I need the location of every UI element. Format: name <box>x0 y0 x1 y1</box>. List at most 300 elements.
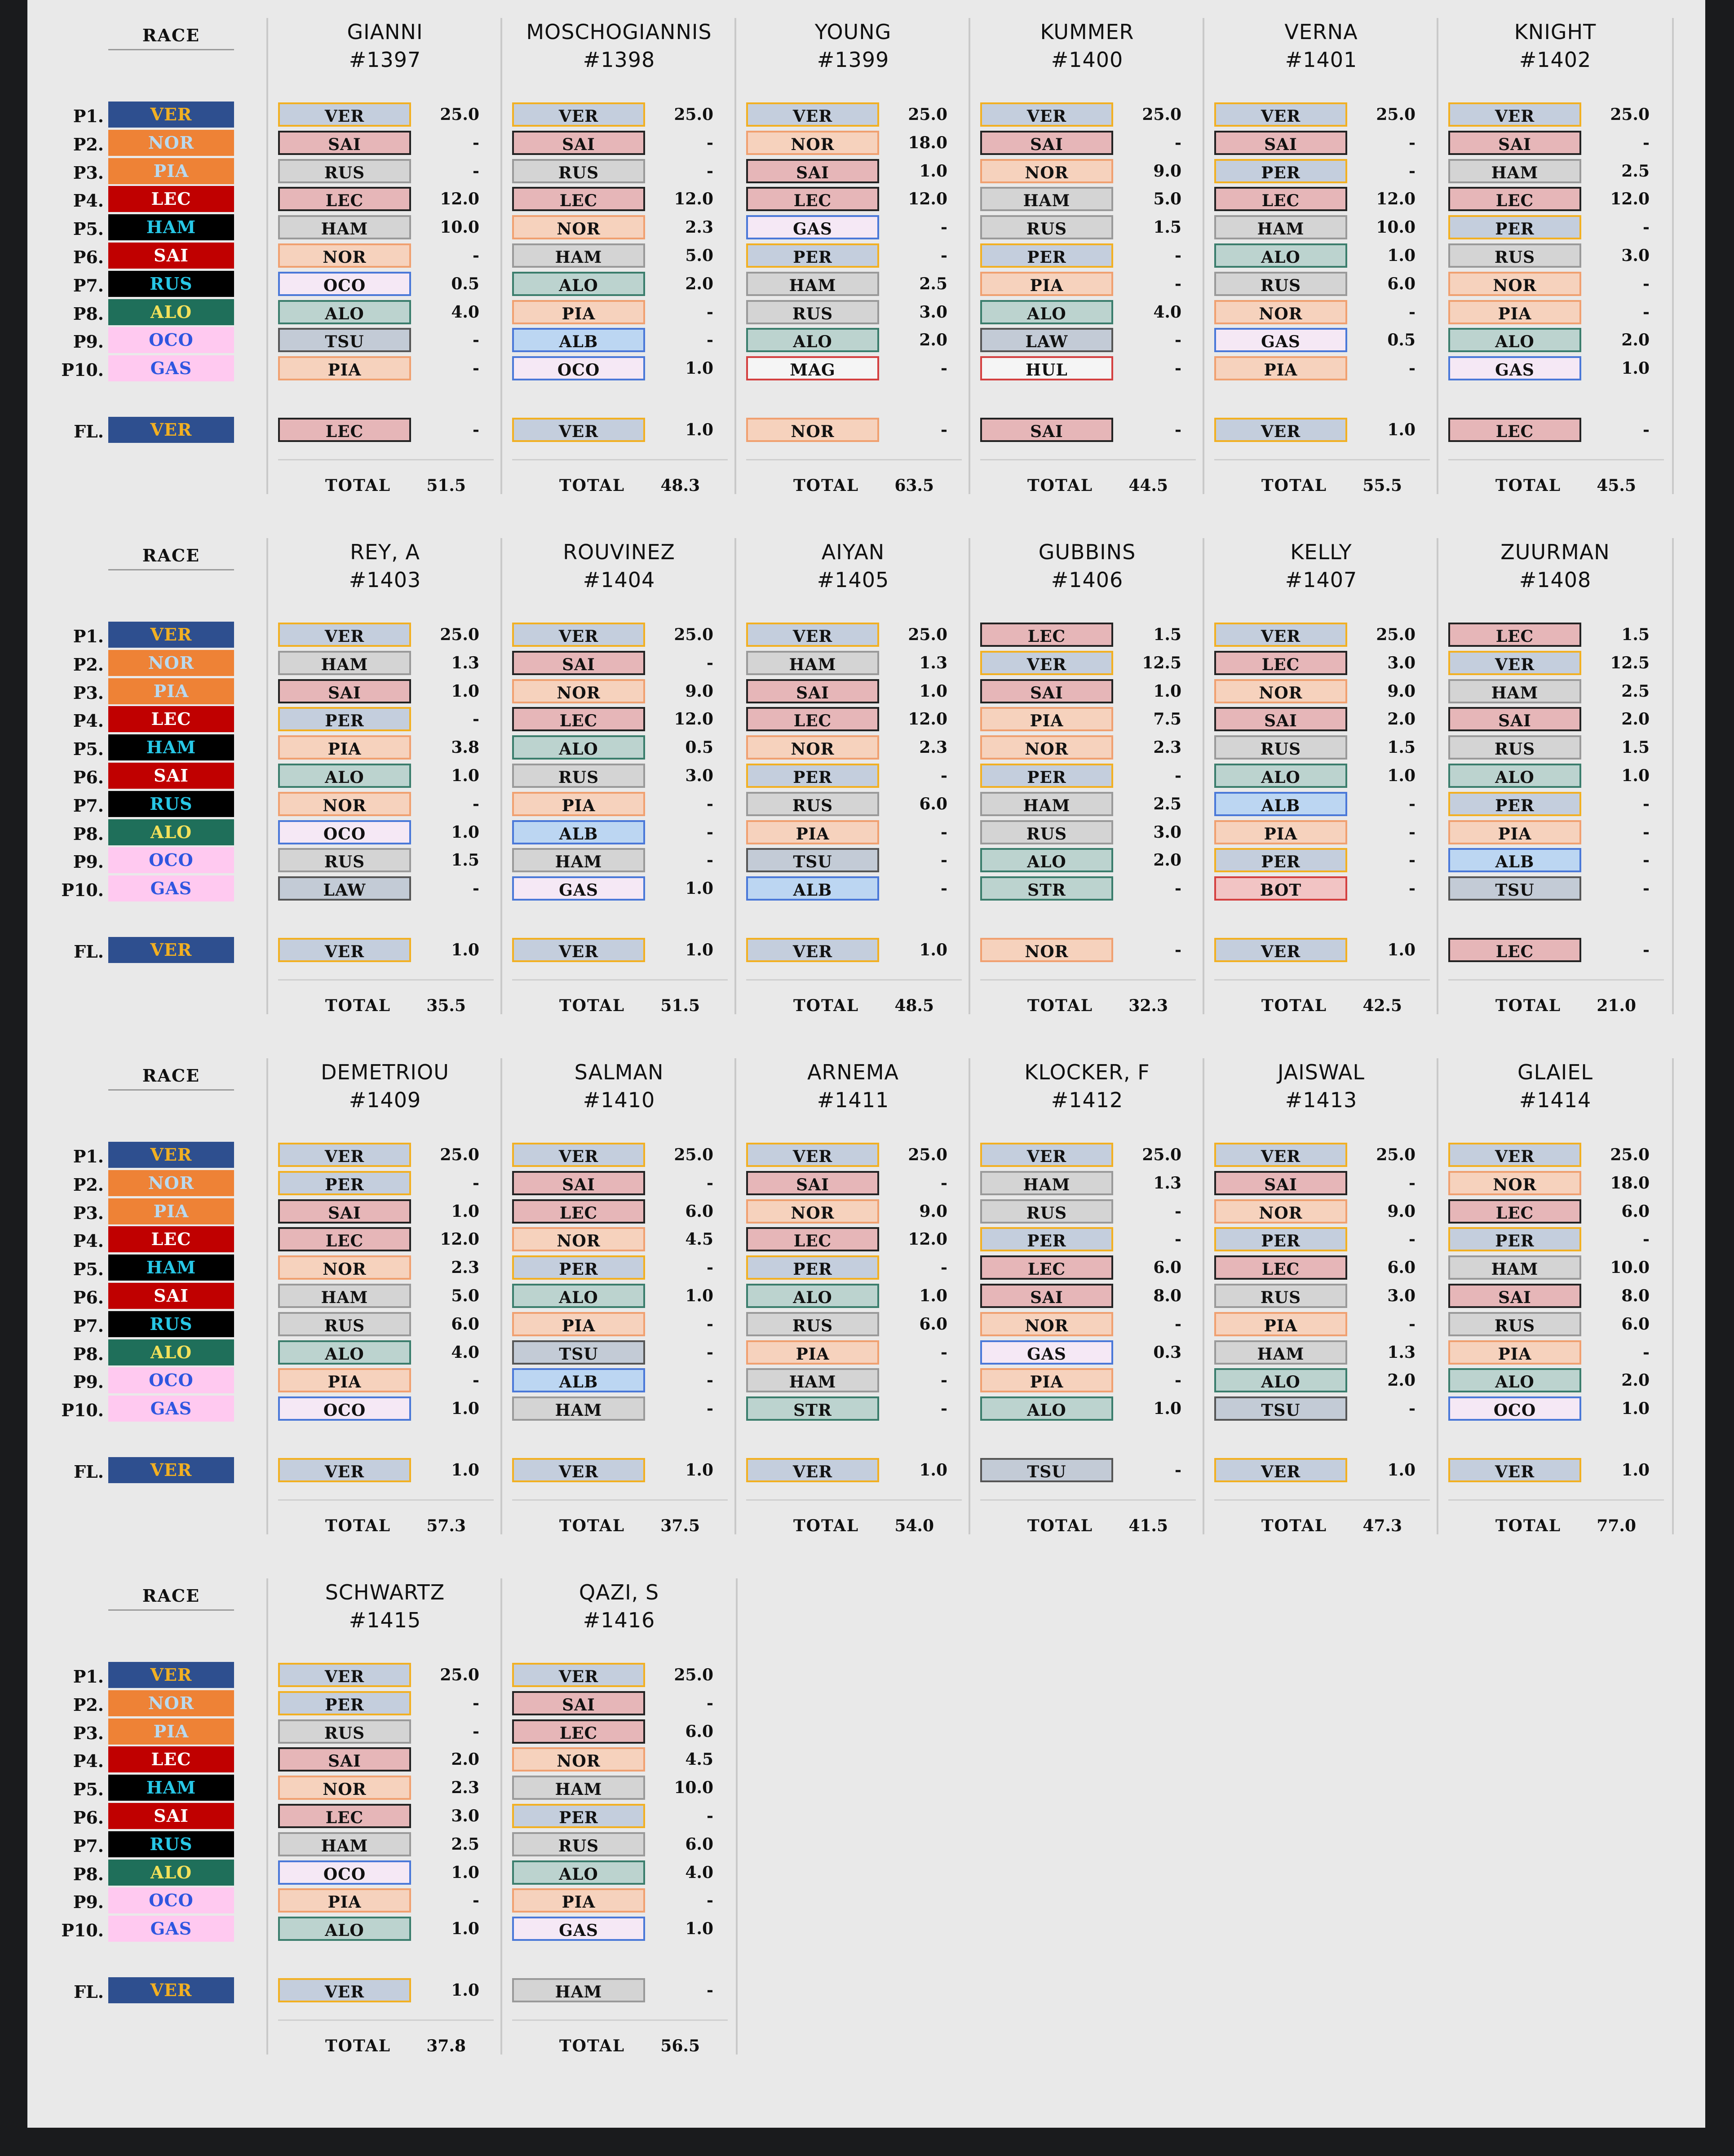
fastest-lap-label: FL. <box>74 1982 104 2002</box>
position-label: P9. <box>73 1372 104 1392</box>
fastest-lap-points: 1.0 <box>685 420 713 439</box>
pick-points: 18.0 <box>908 133 947 152</box>
position-label: P3. <box>73 1202 104 1223</box>
pick-driver: VER <box>512 1663 645 1687</box>
pick-points: 1.0 <box>451 1399 479 1418</box>
race-result-driver: ALO <box>108 299 234 325</box>
pick-driver: ALO <box>512 1284 645 1308</box>
pick-driver: SAI <box>980 679 1113 703</box>
total-label: TOTAL <box>1027 476 1093 495</box>
pick-points: - <box>1175 331 1181 350</box>
pick-driver: PIA <box>980 707 1113 731</box>
position-label: P5. <box>73 1259 104 1280</box>
player-column <box>1437 538 1674 1014</box>
pick-driver: PER <box>980 1227 1113 1251</box>
player-number: #1409 <box>349 1088 421 1112</box>
pick-driver: PIA <box>512 300 645 324</box>
player-name: QAZI, S <box>579 1580 659 1604</box>
player-number: #1400 <box>1051 48 1124 72</box>
standings-block <box>27 520 1705 1019</box>
player-name: JAISWAL <box>1277 1060 1365 1084</box>
fastest-lap-pick: VER <box>278 1458 411 1482</box>
pick-points: 1.0 <box>1621 766 1650 785</box>
race-result-driver: LEC <box>108 1746 234 1772</box>
race-header: RACE <box>108 25 234 50</box>
pick-driver: RUS <box>980 1199 1113 1224</box>
pick-driver: PIA <box>746 820 879 844</box>
pick-driver: NOR <box>512 1227 645 1251</box>
pick-driver: SAI <box>980 1284 1113 1308</box>
total-label: TOTAL <box>559 996 625 1015</box>
pick-points: 1.5 <box>1621 738 1650 757</box>
pick-driver: OCO <box>512 356 645 380</box>
total-label: TOTAL <box>1027 1516 1093 1535</box>
player-number: #1399 <box>817 48 889 72</box>
fastest-lap-pick: TSU <box>980 1458 1113 1482</box>
pick-points: 6.0 <box>1387 1258 1416 1277</box>
pick-points: 1.0 <box>919 681 947 701</box>
pick-points: 1.0 <box>451 1202 479 1221</box>
pick-points: 4.5 <box>685 1230 713 1249</box>
pick-driver: RUS <box>746 1312 879 1336</box>
pick-points: 4.0 <box>451 1343 479 1362</box>
pick-points: 2.3 <box>1153 738 1181 757</box>
player-number: #1408 <box>1519 568 1592 592</box>
pick-driver: PIA <box>980 272 1113 296</box>
pick-points: 6.0 <box>451 1314 479 1334</box>
total-label: TOTAL <box>793 996 859 1015</box>
pick-driver: NOR <box>278 1255 411 1280</box>
pick-driver: VER <box>278 102 411 127</box>
pick-driver: ALB <box>512 1368 645 1392</box>
pick-points: 25.0 <box>1376 1145 1416 1164</box>
pick-driver: ALO <box>746 1284 879 1308</box>
pick-driver: RUS <box>980 215 1113 239</box>
fastest-lap-pick: VER <box>512 418 645 442</box>
total-label: TOTAL <box>1261 996 1327 1015</box>
total-value: 54.0 <box>894 1516 934 1535</box>
standings-block <box>27 1040 1705 1539</box>
pick-driver: ALO <box>1448 764 1581 788</box>
total-label: TOTAL <box>1261 476 1327 495</box>
pick-driver: SAI <box>278 131 411 155</box>
total-separator <box>1448 1499 1664 1501</box>
total-label: TOTAL <box>325 996 391 1015</box>
pick-driver: ALO <box>980 1396 1113 1421</box>
pick-driver: HAM <box>1448 679 1581 703</box>
pick-points: - <box>1409 851 1416 870</box>
pick-driver: VER <box>512 1143 645 1167</box>
pick-points: 8.0 <box>1153 1286 1181 1305</box>
pick-points: 3.0 <box>1621 246 1650 265</box>
total-label: TOTAL <box>559 476 625 495</box>
fastest-lap-pick: HAM <box>512 1978 645 2002</box>
pick-driver: STR <box>746 1396 879 1421</box>
pick-driver: ALO <box>1448 328 1581 352</box>
pick-points: 4.5 <box>685 1750 713 1769</box>
pick-driver: ALB <box>1214 792 1347 816</box>
pick-driver: RUS <box>512 1832 645 1856</box>
pick-points: 12.5 <box>1610 653 1650 672</box>
pick-points: 10.0 <box>1376 218 1416 237</box>
player-column <box>1203 538 1438 1014</box>
position-label: P7. <box>73 795 104 816</box>
pick-driver: ALO <box>512 1860 645 1885</box>
fastest-lap-points: 1.0 <box>451 1981 479 2000</box>
pick-points: 8.0 <box>1621 1286 1650 1305</box>
pick-driver: HAM <box>278 651 411 675</box>
pick-driver: PER <box>1214 159 1347 183</box>
race-result-driver: PIA <box>108 1719 234 1745</box>
pick-points: - <box>473 710 479 729</box>
fastest-lap-points: 1.0 <box>1621 1461 1650 1480</box>
pick-driver: PIA <box>278 1368 411 1392</box>
pick-driver: VER <box>512 623 645 647</box>
position-label: P5. <box>73 739 104 760</box>
pick-points: - <box>1643 851 1650 870</box>
fastest-lap-pick: VER <box>1448 1458 1581 1482</box>
race-result-driver: LEC <box>108 706 234 732</box>
pick-points: 2.0 <box>1387 710 1416 729</box>
race-result-driver: OCO <box>108 1887 234 1913</box>
position-label: P4. <box>73 711 104 731</box>
pick-driver: SAI <box>512 1691 645 1715</box>
pick-points: 2.3 <box>451 1778 479 1798</box>
race-result-driver: GAS <box>108 1916 234 1942</box>
player-column <box>266 18 502 494</box>
fastest-lap-points: - <box>473 420 479 439</box>
pick-driver: NOR <box>746 1199 879 1224</box>
fastest-lap-pick: NOR <box>746 418 879 442</box>
pick-driver: HAM <box>278 215 411 239</box>
total-separator <box>512 1499 728 1501</box>
pick-points: 0.3 <box>1153 1343 1181 1362</box>
position-label: P6. <box>73 767 104 787</box>
pick-points: - <box>473 161 479 181</box>
standings-block <box>27 1560 1705 2059</box>
pick-driver: OCO <box>278 1860 411 1885</box>
pick-points: - <box>1175 246 1181 265</box>
pick-driver: PER <box>980 764 1113 788</box>
player-column <box>1437 18 1674 494</box>
pick-driver: SAI <box>980 131 1113 155</box>
pick-driver: RUS <box>278 848 411 872</box>
pick-driver: LEC <box>512 1199 645 1224</box>
pick-points: - <box>707 1891 713 1910</box>
race-result-driver: RUS <box>108 1831 234 1857</box>
race-result-driver: VER <box>108 622 234 648</box>
total-separator <box>980 1499 1196 1501</box>
position-label: P4. <box>73 1751 104 1772</box>
pick-driver: TSU <box>1448 876 1581 901</box>
position-label: P5. <box>73 219 104 239</box>
pick-driver: NOR <box>278 1776 411 1800</box>
pick-driver: GAS <box>1214 328 1347 352</box>
pick-driver: LEC <box>746 1227 879 1251</box>
pick-driver: NOR <box>980 1312 1113 1336</box>
pick-points: 6.0 <box>1621 1314 1650 1334</box>
race-header: RACE <box>108 1586 234 1611</box>
pick-points: - <box>1409 794 1416 813</box>
pick-driver: ALO <box>746 328 879 352</box>
pick-driver: GAS <box>512 1917 645 1941</box>
pick-points: 1.0 <box>919 161 947 181</box>
pick-points: 0.5 <box>685 738 713 757</box>
fastest-lap-points: 1.0 <box>1387 941 1416 959</box>
pick-points: 2.5 <box>1153 794 1181 813</box>
pick-points: - <box>707 653 713 672</box>
total-separator <box>512 459 728 460</box>
pick-points: 25.0 <box>1376 105 1416 124</box>
pick-points: - <box>1409 1173 1416 1193</box>
pick-points: 6.0 <box>1621 1202 1650 1221</box>
pick-driver: HAM <box>980 792 1113 816</box>
pick-driver: ALO <box>278 1340 411 1365</box>
race-result-driver: GAS <box>108 355 234 381</box>
position-label: P2. <box>73 134 104 155</box>
pick-points: 6.0 <box>1153 1258 1181 1277</box>
pick-driver: NOR <box>512 215 645 239</box>
pick-points: 6.0 <box>685 1202 713 1221</box>
pick-driver: LEC <box>980 623 1113 647</box>
pick-points: 3.0 <box>919 302 947 322</box>
pick-points: - <box>1409 359 1416 378</box>
pick-points: 1.0 <box>451 822 479 842</box>
pick-driver: PIA <box>1448 300 1581 324</box>
total-value: 51.5 <box>660 996 700 1015</box>
player-number: #1401 <box>1285 48 1358 72</box>
pick-driver: VER <box>278 1143 411 1167</box>
pick-points: 3.0 <box>451 1807 479 1825</box>
total-label: TOTAL <box>1261 1516 1327 1535</box>
pick-driver: GAS <box>1448 356 1581 380</box>
race-result-driver: SAI <box>108 1803 234 1829</box>
pick-points: - <box>707 1258 713 1277</box>
pick-points: 5.0 <box>1153 190 1181 209</box>
total-value: 55.5 <box>1362 476 1402 495</box>
pick-points: - <box>1409 1399 1416 1418</box>
pick-driver: LAW <box>278 876 411 901</box>
pick-driver: ALO <box>512 735 645 760</box>
pick-points: 1.0 <box>685 879 713 898</box>
pick-points: - <box>941 1371 947 1390</box>
pick-driver: SAI <box>1448 707 1581 731</box>
total-separator <box>746 1499 962 1501</box>
pick-driver: SAI <box>512 651 645 675</box>
player-number: #1414 <box>1519 1088 1592 1112</box>
fastest-lap-pick: NOR <box>980 938 1113 962</box>
fastest-lap-points: 1.0 <box>1387 420 1416 439</box>
player-name: MOSCHOGIANNIS <box>526 20 712 44</box>
pick-points: - <box>707 1371 713 1390</box>
pick-points: - <box>1643 794 1650 813</box>
race-result-driver: NOR <box>108 130 234 156</box>
player-column <box>1437 1058 1674 1534</box>
position-label: P4. <box>73 190 104 211</box>
fastest-lap-pick: LEC <box>1448 938 1581 962</box>
race-fastest-lap-driver: VER <box>108 1457 234 1483</box>
pick-points: - <box>1409 822 1416 842</box>
pick-points: - <box>941 822 947 842</box>
pick-points: - <box>707 1807 713 1825</box>
pick-points: - <box>473 1722 479 1741</box>
player-column <box>734 1058 970 1534</box>
pick-points: 1.0 <box>1621 359 1650 378</box>
fastest-lap-pick: VER <box>278 938 411 962</box>
pick-points: - <box>1409 1230 1416 1249</box>
pick-points: - <box>941 246 947 265</box>
race-result-driver: HAM <box>108 1255 234 1281</box>
pick-driver: PER <box>512 1804 645 1828</box>
player-column <box>969 1058 1204 1534</box>
player-column <box>734 538 970 1014</box>
pick-driver: SAI <box>1214 1171 1347 1195</box>
race-result-driver: ALO <box>108 1860 234 1886</box>
fastest-lap-pick: SAI <box>980 418 1113 442</box>
player-column <box>500 1058 736 1534</box>
pick-points: 25.0 <box>440 1145 479 1164</box>
pick-driver: SAI <box>1214 131 1347 155</box>
pick-points: - <box>1643 1230 1650 1249</box>
pick-driver: VER <box>1214 1143 1347 1167</box>
pick-driver: ALB <box>1448 848 1581 872</box>
player-name: GIANNI <box>347 20 423 44</box>
player-name: DEMETRIOU <box>321 1060 449 1084</box>
position-label: P6. <box>73 247 104 267</box>
position-label: P10. <box>61 1920 104 1941</box>
race-header: RACE <box>108 1065 234 1091</box>
pick-driver: PIA <box>1448 820 1581 844</box>
pick-driver: ALB <box>512 328 645 352</box>
pick-points: 2.0 <box>1621 1371 1650 1390</box>
pick-points: 25.0 <box>674 105 713 124</box>
pick-points: 12.0 <box>1610 190 1650 209</box>
total-separator <box>278 2019 494 2021</box>
pick-points: - <box>941 1399 947 1418</box>
pick-driver: RUS <box>1448 243 1581 268</box>
pick-driver: OCO <box>278 1396 411 1421</box>
pick-driver: LEC <box>1214 651 1347 675</box>
pick-driver: SAI <box>278 679 411 703</box>
pick-driver: NOR <box>1214 1199 1347 1224</box>
position-label: P5. <box>73 1779 104 1800</box>
pick-driver: RUS <box>1448 735 1581 760</box>
pick-points: - <box>1409 302 1416 322</box>
player-column <box>969 538 1204 1014</box>
player-number: #1397 <box>349 48 421 72</box>
pick-points: 12.0 <box>908 710 947 729</box>
pick-points: 12.0 <box>674 190 713 209</box>
position-label: P9. <box>73 852 104 872</box>
fastest-lap-points: 1.0 <box>919 1461 947 1480</box>
race-result-driver: NOR <box>108 650 234 676</box>
pick-points: 10.0 <box>1610 1258 1650 1277</box>
pick-points: 2.5 <box>451 1834 479 1854</box>
total-value: 37.5 <box>660 1516 700 1535</box>
race-header: RACE <box>108 545 234 570</box>
race-result-driver: HAM <box>108 214 234 240</box>
fastest-lap-pick: LEC <box>278 418 411 442</box>
pick-points: 1.0 <box>451 1863 479 1882</box>
pick-points: - <box>707 331 713 350</box>
pick-driver: SAI <box>746 1171 879 1195</box>
pick-points: 1.0 <box>451 681 479 701</box>
pick-driver: NOR <box>278 792 411 816</box>
pick-points: 25.0 <box>1142 1145 1181 1164</box>
pick-points: 2.0 <box>919 331 947 350</box>
position-label: P9. <box>73 331 104 352</box>
pick-driver: VER <box>980 102 1113 127</box>
position-label: P8. <box>73 823 104 844</box>
pick-driver: PIA <box>278 1888 411 1913</box>
race-result-driver: SAI <box>108 243 234 269</box>
total-value: 57.3 <box>426 1516 466 1535</box>
total-value: 44.5 <box>1128 476 1168 495</box>
total-separator <box>278 459 494 460</box>
pick-driver: RUS <box>1214 1284 1347 1308</box>
player-number: #1406 <box>1051 568 1124 592</box>
player-name: KLOCKER, F <box>1024 1060 1150 1084</box>
pick-driver: SAI <box>278 1199 411 1224</box>
player-column <box>500 18 736 494</box>
pick-points: 25.0 <box>440 625 479 644</box>
pick-driver: ALO <box>1214 243 1347 268</box>
pick-points: 6.0 <box>685 1722 713 1741</box>
pick-points: 0.5 <box>451 274 479 293</box>
pick-driver: NOR <box>512 1747 645 1772</box>
pick-driver: VER <box>980 1143 1113 1167</box>
pick-driver: RUS <box>512 159 645 183</box>
total-separator <box>746 459 962 460</box>
race-result-driver: SAI <box>108 763 234 789</box>
race-result-driver: RUS <box>108 1311 234 1337</box>
total-label: TOTAL <box>325 476 391 495</box>
pick-points: - <box>1409 133 1416 152</box>
pick-points: 1.0 <box>1387 246 1416 265</box>
pick-points: 5.0 <box>451 1286 479 1305</box>
fastest-lap-points: - <box>941 420 947 439</box>
pick-driver: PER <box>746 764 879 788</box>
pick-points: 12.0 <box>440 190 479 209</box>
race-result-driver: ALO <box>108 819 234 845</box>
pick-driver: PER <box>980 243 1113 268</box>
pick-driver: PER <box>512 1255 645 1280</box>
position-label: P7. <box>73 1315 104 1336</box>
race-result-driver: HAM <box>108 734 234 760</box>
pick-driver: OCO <box>1448 1396 1581 1421</box>
player-name: ROUVINEZ <box>563 540 675 564</box>
pick-points: 9.0 <box>1387 681 1416 701</box>
race-result-driver: VER <box>108 1142 234 1168</box>
pick-points: - <box>1175 1314 1181 1334</box>
pick-driver: MAG <box>746 356 879 380</box>
pick-driver: NOR <box>512 679 645 703</box>
pick-driver: HAM <box>1214 1340 1347 1365</box>
pick-points: 0.5 <box>1387 331 1416 350</box>
pick-driver: HAM <box>980 187 1113 211</box>
race-result-driver: NOR <box>108 1690 234 1716</box>
pick-driver: OCO <box>278 820 411 844</box>
pick-points: - <box>1643 218 1650 237</box>
pick-driver: VER <box>1448 102 1581 127</box>
total-label: TOTAL <box>1495 1516 1561 1535</box>
race-result-driver: OCO <box>108 327 234 353</box>
pick-driver: PER <box>278 1171 411 1195</box>
position-label: P3. <box>73 1723 104 1743</box>
pick-driver: LEC <box>746 187 879 211</box>
total-value: 77.0 <box>1597 1516 1636 1535</box>
total-label: TOTAL <box>1027 996 1093 1015</box>
